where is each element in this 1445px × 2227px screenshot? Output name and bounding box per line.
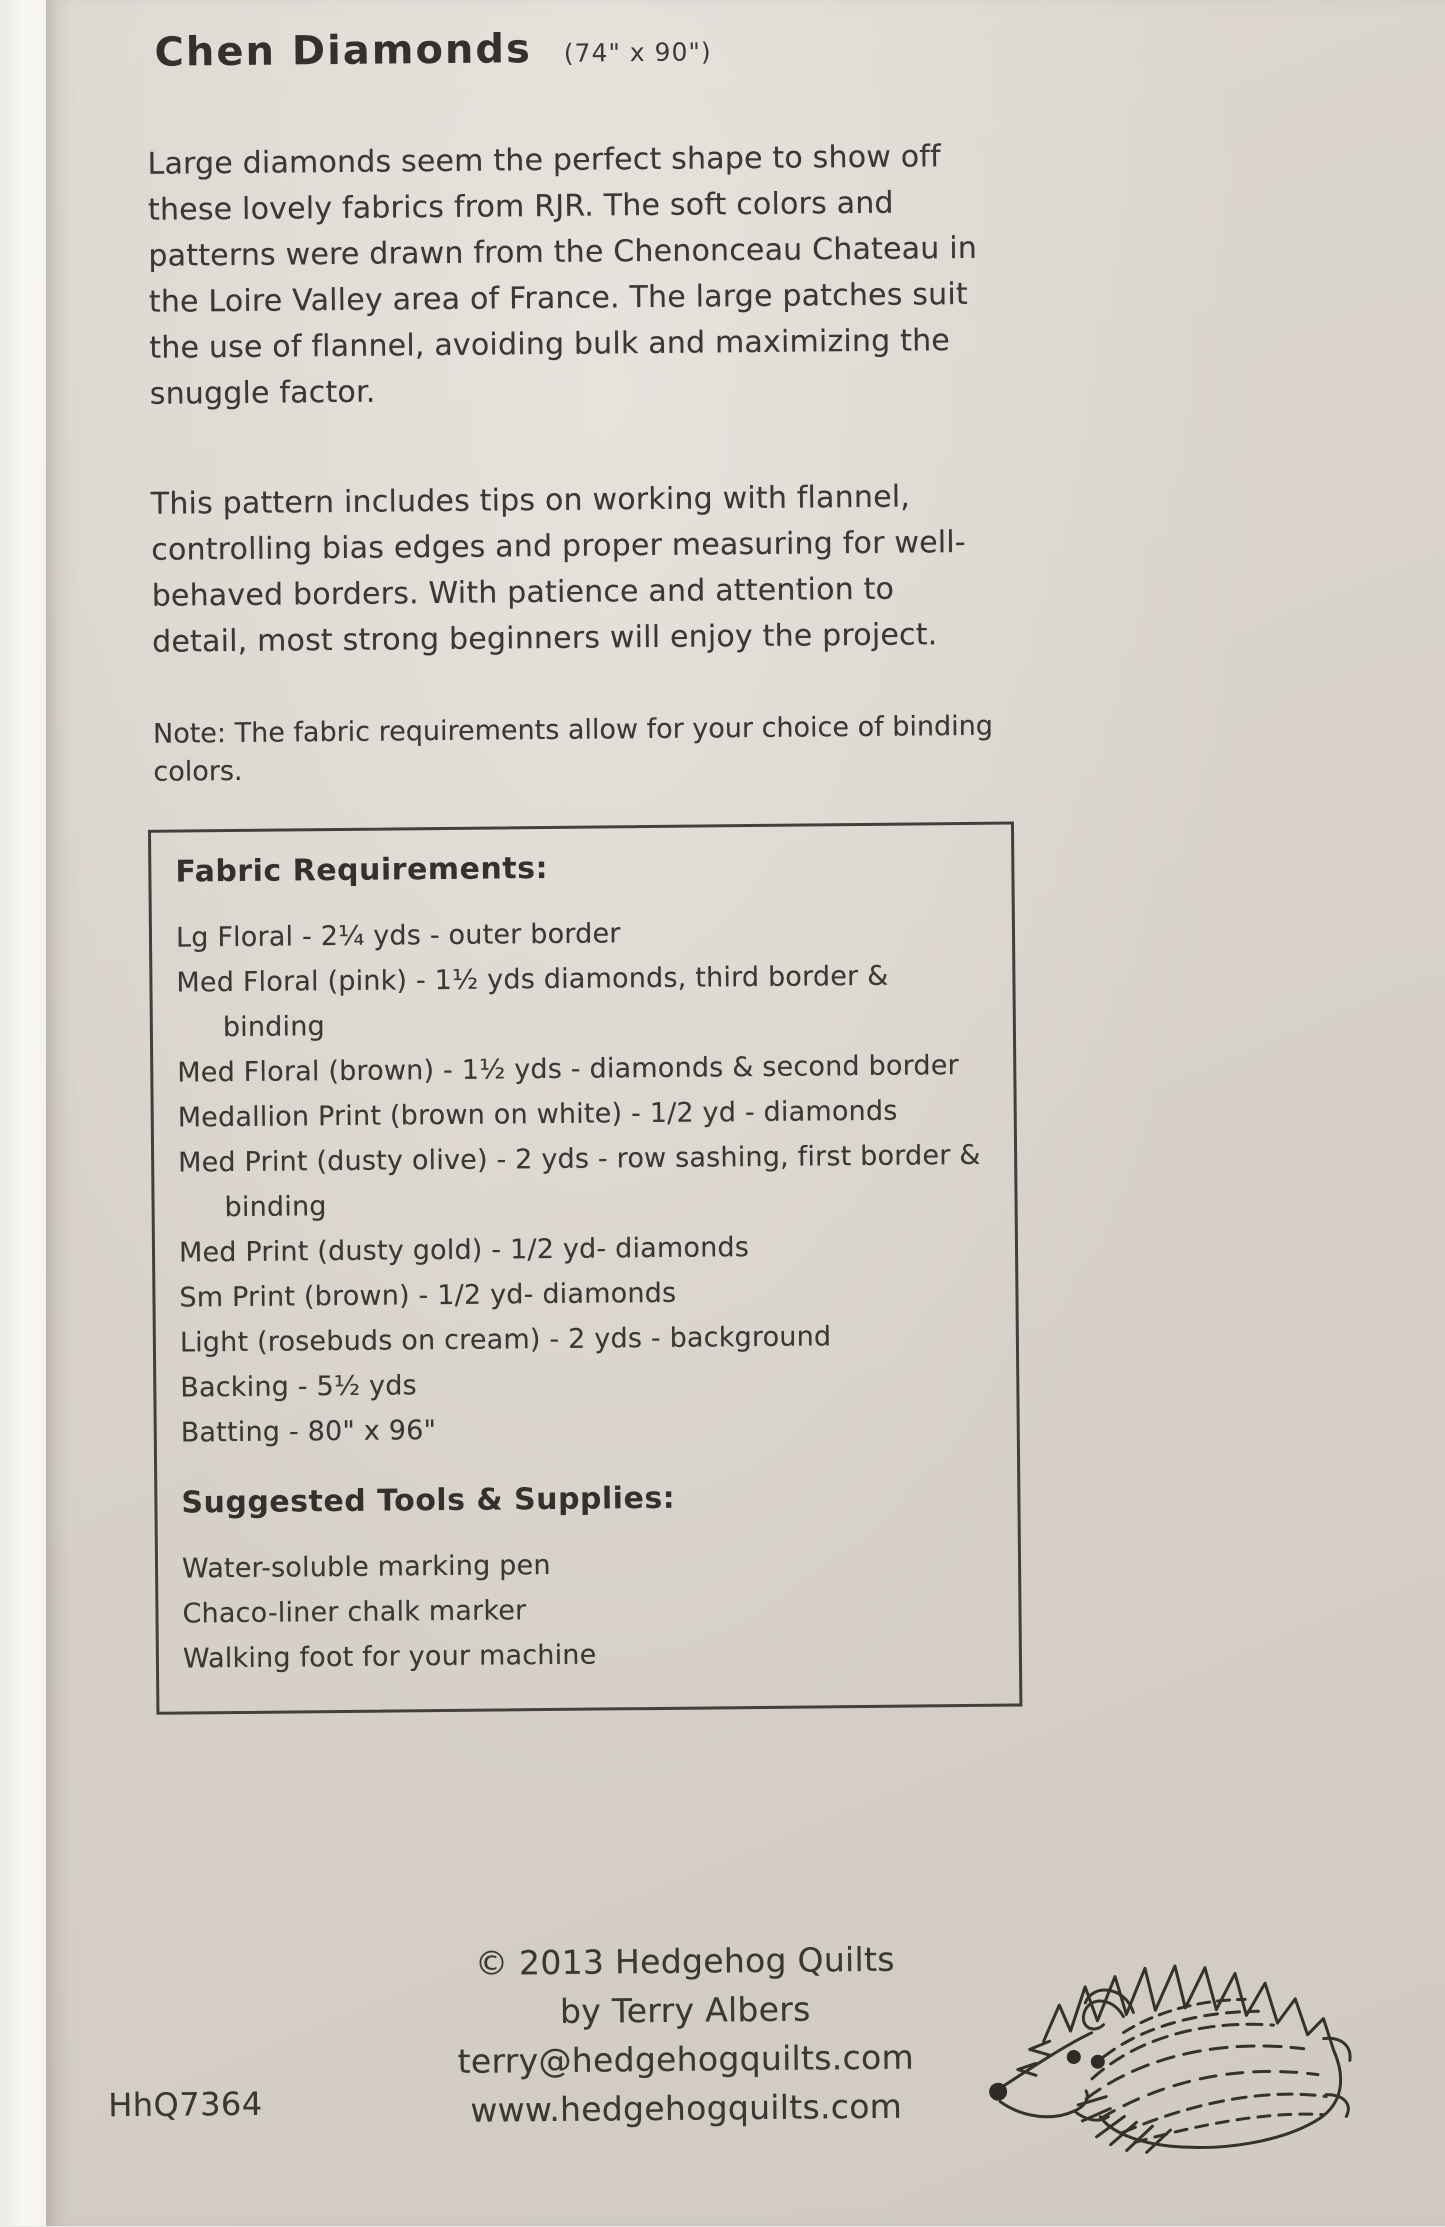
copyright-line: © 2013 Hedgehog Quilts [474, 1939, 895, 1983]
page-tilt-wrapper [46, 0, 1445, 2227]
requirements-box [148, 822, 1022, 1715]
website-text: www.hedgehogquilts.com [470, 2086, 903, 2130]
fabric-item-med-floral-pink: Med Floral (pink) - 1½ yds diamonds, third border & binding [176, 960, 889, 1044]
email-text: terry@hedgehogquilts.com [457, 2037, 915, 2081]
fabric-item-med-floral-brown: Med Floral (brown) - 1½ yds - diamonds & second border [177, 1050, 960, 1089]
paper-edge-highlight [8, 0, 46, 2226]
fabric-item-lg-floral: Lg Floral - 2¼ yds - outer border [175, 918, 621, 954]
fabric-requirements-heading: Fabric Requirements: [175, 850, 549, 890]
fabric-item-light-rosebuds: Light (rosebuds on cream) - 2 yds - background [179, 1321, 832, 1359]
tools-supplies-list [182, 1539, 999, 1682]
quilt-dimensions: (74" x 90") [563, 37, 712, 68]
tool-item-walking-foot: Walking foot for your machine [182, 1639, 597, 1675]
main-content [102, 0, 998, 1715]
fabric-item-med-print-gold: Med Print (dusty gold) - 1/2 yd- diamonds [178, 1232, 750, 1269]
fabric-item-sm-print-brown: Sm Print (brown) - 1/2 yd- diamonds [179, 1277, 677, 1314]
hedgehog-icon [972, 1916, 1374, 2176]
fabric-item-medallion-print: Medallion Print (brown on white) - 1/2 yd - diamonds [177, 1095, 898, 1134]
pattern-sheet [46, 0, 1445, 2226]
binding-note: Note: The fabric requirements allow for your choice of binding colors. [152, 710, 994, 788]
tools-supplies-heading: Suggested Tools & Supplies: [181, 1480, 676, 1521]
fabric-requirements-list [176, 908, 997, 1456]
fabric-item-med-print-olive: Med Print (dusty olive) - 2 yds - row sashing, first border & binding [178, 1139, 981, 1224]
tool-item-marking-pen: Water-soluble marking pen [181, 1549, 551, 1585]
pattern-number: HhQ7364 [108, 2084, 263, 2125]
page-title [102, 0, 983, 76]
intro-paragraph: Large diamonds seem the perfect shape to show off these lovely fabrics from RJR. The soft colors and patterns were drawn from the Chenonceau Chateau in the Loire Valley area of France. The large patches suit the use of flannel, avoiding bulk and maximizing the snuggle factor. [147, 139, 978, 412]
pattern-title: Chen Diamonds [154, 26, 533, 76]
fabric-item-backing: Backing - 5½ yds [180, 1370, 417, 1404]
fabric-item-batting: Batting - 80" x 96" [180, 1415, 437, 1449]
tool-item-chalk-marker: Chaco-liner chalk marker [182, 1595, 527, 1630]
byline: by Terry Albers [559, 1989, 811, 2031]
details-paragraph: This pattern includes tips on working with flannel, controlling bias edges and proper measuring for well-behaved borders. With patience and attention to detail, most strong beginners will enjoy the project. [150, 479, 967, 660]
